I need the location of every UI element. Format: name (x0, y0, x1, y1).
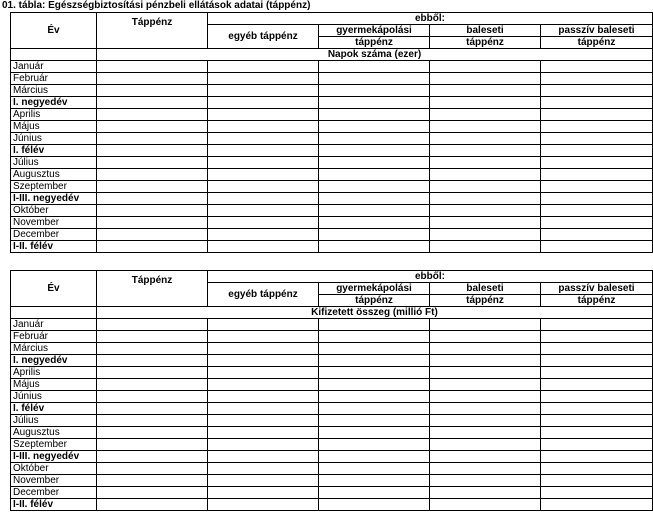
row-label: Január (11, 319, 97, 331)
data-cell (97, 181, 208, 193)
napok-szama-table (10, 12, 653, 253)
table-row (11, 439, 653, 451)
unit-kifizetett-osszeg: Kifizetett összeg (millió Ft) (97, 307, 653, 319)
table-row (11, 451, 653, 463)
table-row (11, 499, 653, 511)
data-cell (430, 343, 541, 355)
table-row (11, 415, 653, 427)
data-cell (97, 355, 208, 367)
table-row (11, 241, 653, 253)
header-ev: Év (11, 13, 97, 49)
header-gyermekapolasi-line2: táppénz (319, 295, 430, 307)
data-cell (541, 109, 653, 121)
data-cell (541, 427, 653, 439)
header-tappenz: Táppénz (97, 271, 208, 307)
data-cell (97, 241, 208, 253)
table-row (11, 355, 653, 367)
data-cell (319, 499, 430, 511)
data-cell (541, 73, 653, 85)
data-cell (319, 475, 430, 487)
data-cell (97, 343, 208, 355)
data-cell (319, 331, 430, 343)
table-row (11, 487, 653, 499)
data-cell (97, 391, 208, 403)
data-cell (208, 415, 319, 427)
data-cell (430, 229, 541, 241)
data-cell (430, 415, 541, 427)
data-cell (319, 229, 430, 241)
header-baleseti-line1: baleseti (430, 25, 541, 37)
data-cell (208, 85, 319, 97)
data-cell (430, 355, 541, 367)
data-cell (97, 319, 208, 331)
data-cell (208, 193, 319, 205)
data-cell (430, 451, 541, 463)
data-cell (208, 109, 319, 121)
row-label: December (11, 229, 97, 241)
data-cell (208, 241, 319, 253)
data-cell (541, 463, 653, 475)
data-cell (319, 403, 430, 415)
row-label: Szeptember (11, 181, 97, 193)
row-label: Augusztus (11, 427, 97, 439)
data-cell (319, 193, 430, 205)
data-cell (208, 319, 319, 331)
data-cell (208, 499, 319, 511)
data-cell (541, 403, 653, 415)
data-cell (430, 499, 541, 511)
row-label: Október (11, 463, 97, 475)
data-cell (319, 73, 430, 85)
data-cell (208, 427, 319, 439)
table-row (11, 403, 653, 415)
data-cell (97, 109, 208, 121)
data-cell (430, 97, 541, 109)
row-label: Július (11, 415, 97, 427)
row-label: Május (11, 379, 97, 391)
data-cell (319, 157, 430, 169)
table-row (11, 193, 653, 205)
data-cell (208, 355, 319, 367)
data-cell (97, 61, 208, 73)
row-label: I-III. negyedév (11, 451, 97, 463)
table-title: 01. tábla: Egészségbiztosítási pénzbeli ellátások adatai (táppénz) (2, 0, 311, 11)
row-label: I-III. negyedév (11, 193, 97, 205)
data-cell (541, 391, 653, 403)
data-cell (97, 217, 208, 229)
data-cell (541, 145, 653, 157)
data-cell (541, 367, 653, 379)
data-cell (319, 379, 430, 391)
table-row (11, 205, 653, 217)
row-label: Október (11, 205, 97, 217)
row-label: I. félév (11, 145, 97, 157)
data-cell (430, 121, 541, 133)
row-label: Június (11, 133, 97, 145)
data-cell (208, 145, 319, 157)
data-cell (541, 487, 653, 499)
data-cell (208, 61, 319, 73)
row-label: Április (11, 109, 97, 121)
header-passziv-line2: táppénz (541, 37, 653, 49)
data-cell (319, 121, 430, 133)
row-label: Augusztus (11, 169, 97, 181)
data-cell (319, 97, 430, 109)
data-cell (97, 169, 208, 181)
data-cell (97, 229, 208, 241)
data-cell (541, 439, 653, 451)
row-label: I-II. félév (11, 499, 97, 511)
table-row (11, 427, 653, 439)
data-cell (319, 427, 430, 439)
row-label: November (11, 217, 97, 229)
data-cell (97, 73, 208, 85)
data-cell (97, 331, 208, 343)
data-cell (541, 499, 653, 511)
data-cell (319, 343, 430, 355)
table-row (11, 157, 653, 169)
row-label: Február (11, 331, 97, 343)
data-cell (97, 427, 208, 439)
data-cell (430, 487, 541, 499)
table-row (11, 73, 653, 85)
kifizetett-osszeg-table (10, 270, 653, 511)
data-cell (97, 463, 208, 475)
data-cell (319, 181, 430, 193)
unit-napok-szama: Napok száma (ezer) (97, 49, 653, 61)
data-cell (541, 241, 653, 253)
data-cell (541, 331, 653, 343)
table-row (11, 121, 653, 133)
data-cell (208, 157, 319, 169)
data-cell (97, 145, 208, 157)
header-ebbol: ebből: (208, 13, 653, 25)
row-label: Szeptember (11, 439, 97, 451)
data-cell (430, 193, 541, 205)
data-cell (541, 355, 653, 367)
row-label: November (11, 475, 97, 487)
header-baleseti-line2: táppénz (430, 37, 541, 49)
data-cell (319, 217, 430, 229)
data-cell (97, 451, 208, 463)
table-row (11, 169, 653, 181)
row-label: Július (11, 157, 97, 169)
table-row (11, 379, 653, 391)
data-cell (97, 205, 208, 217)
row-label: Május (11, 121, 97, 133)
data-cell (97, 499, 208, 511)
header-gyermekapolasi-line1: gyermekápolási (319, 25, 430, 37)
data-cell (208, 205, 319, 217)
header-passziv-line1: passzív baleseti (541, 25, 653, 37)
data-cell (319, 439, 430, 451)
table-row (11, 217, 653, 229)
data-cell (97, 487, 208, 499)
data-cell (97, 379, 208, 391)
data-cell (319, 391, 430, 403)
header-baleseti-line2: táppénz (430, 295, 541, 307)
data-cell (208, 121, 319, 133)
header-blank-cell (11, 307, 97, 319)
data-cell (208, 439, 319, 451)
data-cell (430, 379, 541, 391)
data-cell (319, 451, 430, 463)
data-cell (430, 241, 541, 253)
data-cell (541, 475, 653, 487)
row-label: I-II. félév (11, 241, 97, 253)
data-cell (541, 121, 653, 133)
data-cell (430, 181, 541, 193)
data-cell (97, 133, 208, 145)
data-cell (430, 169, 541, 181)
table-row (11, 463, 653, 475)
data-cell (208, 97, 319, 109)
data-cell (319, 355, 430, 367)
data-cell (430, 331, 541, 343)
data-cell (319, 319, 430, 331)
data-cell (97, 157, 208, 169)
row-label: Január (11, 61, 97, 73)
table-row (11, 85, 653, 97)
data-cell (208, 217, 319, 229)
data-cell (541, 343, 653, 355)
data-cell (97, 97, 208, 109)
data-cell (319, 415, 430, 427)
data-cell (430, 73, 541, 85)
data-cell (430, 157, 541, 169)
table-row (11, 97, 653, 109)
header-ev: Év (11, 271, 97, 307)
data-cell (319, 133, 430, 145)
data-cell (97, 193, 208, 205)
data-cell (430, 133, 541, 145)
data-cell (208, 343, 319, 355)
data-cell (541, 229, 653, 241)
data-cell (541, 415, 653, 427)
row-label: I. félév (11, 403, 97, 415)
table-row (11, 133, 653, 145)
data-cell (319, 109, 430, 121)
data-cell (541, 319, 653, 331)
data-cell (430, 463, 541, 475)
data-cell (541, 181, 653, 193)
row-label: Június (11, 391, 97, 403)
table-row (11, 181, 653, 193)
table-row (11, 229, 653, 241)
data-cell (541, 133, 653, 145)
data-cell (97, 85, 208, 97)
header-ebbol: ebből: (208, 271, 653, 283)
table-row (11, 475, 653, 487)
data-cell (208, 379, 319, 391)
data-cell (430, 109, 541, 121)
data-cell (208, 169, 319, 181)
data-cell (430, 319, 541, 331)
row-label: I. negyedév (11, 355, 97, 367)
data-cell (319, 367, 430, 379)
data-cell (208, 367, 319, 379)
header-tappenz: Táppénz (97, 13, 208, 49)
data-cell (319, 487, 430, 499)
data-cell (430, 217, 541, 229)
row-label: Március (11, 343, 97, 355)
row-label: Április (11, 367, 97, 379)
data-cell (208, 181, 319, 193)
row-label: Február (11, 73, 97, 85)
table-row (11, 331, 653, 343)
data-cell (541, 157, 653, 169)
row-label: I. negyedév (11, 97, 97, 109)
data-cell (541, 379, 653, 391)
data-cell (541, 61, 653, 73)
header-baleseti-line1: baleseti (430, 283, 541, 295)
data-cell (319, 61, 430, 73)
data-cell (319, 463, 430, 475)
table-row (11, 391, 653, 403)
data-cell (97, 367, 208, 379)
data-cell (541, 85, 653, 97)
data-cell (208, 451, 319, 463)
table-row (11, 367, 653, 379)
data-cell (97, 475, 208, 487)
header-passziv-line2: táppénz (541, 295, 653, 307)
header-gyermekapolasi-line1: gyermekápolási (319, 283, 430, 295)
data-cell (208, 391, 319, 403)
data-cell (430, 205, 541, 217)
data-cell (97, 439, 208, 451)
data-cell (208, 463, 319, 475)
data-cell (97, 403, 208, 415)
row-label: December (11, 487, 97, 499)
data-cell (97, 121, 208, 133)
data-cell (97, 415, 208, 427)
data-cell (208, 133, 319, 145)
data-cell (208, 73, 319, 85)
header-passziv-line1: passzív baleseti (541, 283, 653, 295)
row-label: Március (11, 85, 97, 97)
data-cell (319, 241, 430, 253)
header-egyeb-tappenz: egyéb táppénz (208, 283, 319, 307)
data-cell (430, 61, 541, 73)
header-gyermekapolasi-line2: táppénz (319, 37, 430, 49)
data-cell (319, 145, 430, 157)
data-cell (541, 205, 653, 217)
data-cell (319, 169, 430, 181)
data-cell (541, 169, 653, 181)
data-cell (319, 205, 430, 217)
data-cell (430, 145, 541, 157)
data-cell (430, 391, 541, 403)
table-row (11, 61, 653, 73)
data-cell (319, 85, 430, 97)
data-cell (541, 451, 653, 463)
table-row (11, 343, 653, 355)
data-cell (208, 331, 319, 343)
data-cell (541, 193, 653, 205)
data-cell (208, 229, 319, 241)
data-cell (541, 217, 653, 229)
header-egyeb-tappenz: egyéb táppénz (208, 25, 319, 49)
header-blank-cell (11, 49, 97, 61)
data-cell (208, 475, 319, 487)
data-cell (430, 439, 541, 451)
data-cell (430, 475, 541, 487)
table-row (11, 109, 653, 121)
data-cell (430, 367, 541, 379)
data-cell (430, 427, 541, 439)
data-cell (208, 403, 319, 415)
data-cell (541, 97, 653, 109)
table-row (11, 319, 653, 331)
data-cell (430, 403, 541, 415)
data-cell (208, 487, 319, 499)
table-row (11, 145, 653, 157)
data-cell (430, 85, 541, 97)
